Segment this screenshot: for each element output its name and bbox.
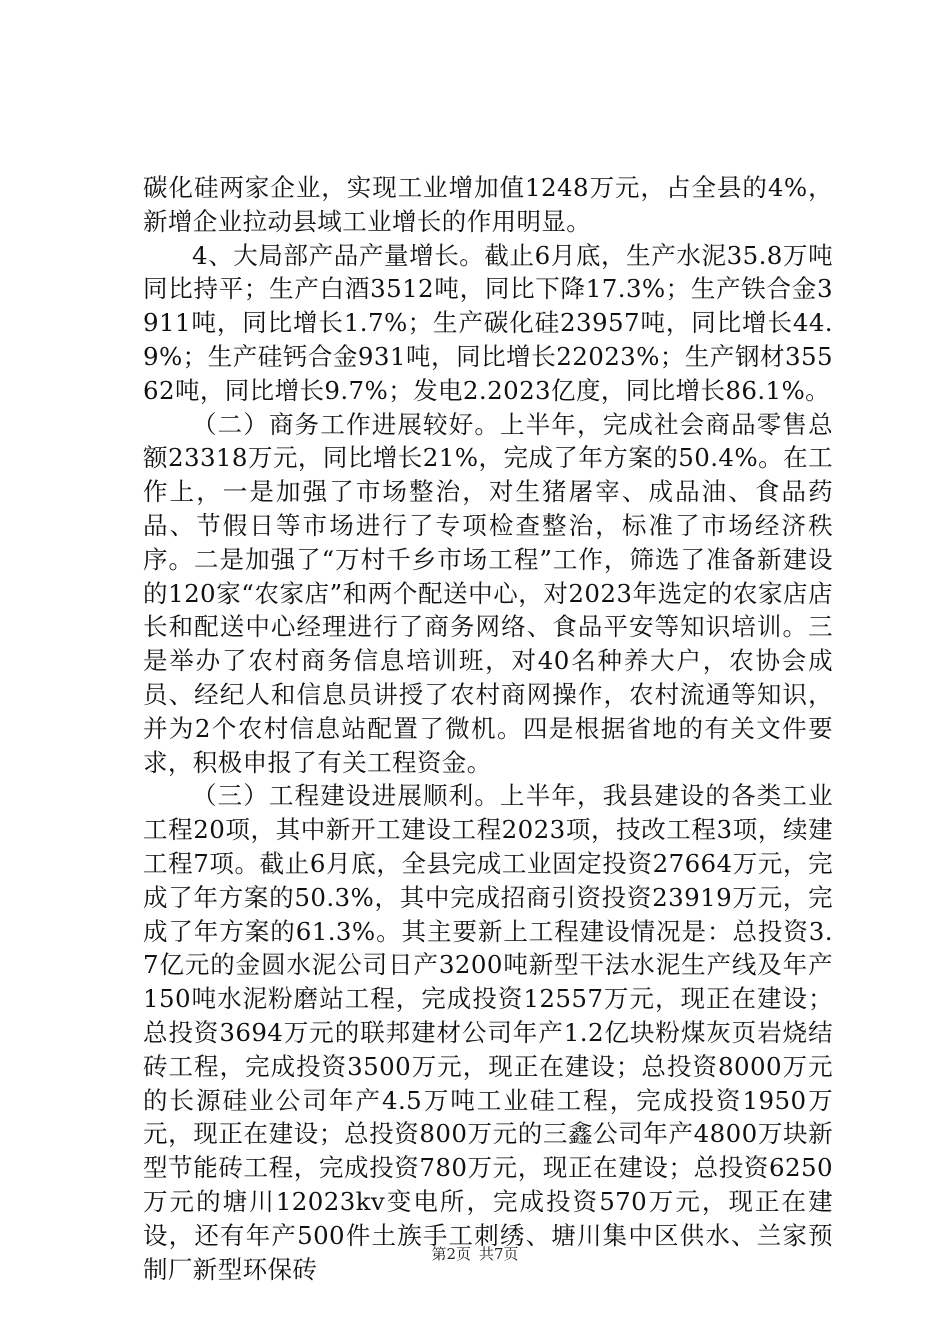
paragraph-projects: （三）工程建设进展顺利。上半年，我县建设的各类工业工程20项，其中新开工建设工程2023项，技改工程3项，续建工程7项。截止6月底，全县完成工业固定投资27664万元，完成了年方案的50.3%，其中完成招商引资投资23919万元，完成了年方案的61.3%。其主要新上工程建设情况是：总投资3.7亿元的金圆水泥公司日产3200吨新型干法水泥生产线及年产150吨水泥粉磨站工程，完成投资12557万元，现正在建设；总投资3694万元的联邦建材公司年产1.2亿块粉煤灰页岩烧结砖工程，完成投资3500万元，现正在建设；总投资8000万元的长源硅业公司年产4.5万吨工业硅工程，完成投资1950万元，现正在建设；总投资800万元的三鑫公司年产4800万块新型节能砖工程，完成投资780万元，现正在建设；总投资6250万元的塘川12023kv变电所，完成投资570万元，现正在建设，还有年产500件土族手工刺绣、塘川集中区供水、兰家预制厂新型环保砖: [143, 781, 833, 1284]
paragraph-continuation: 碳化硅两家企业，实现工业增加值1248万元，占全县的4%，新增企业拉动县域工业增长的作用明显。: [143, 173, 833, 236]
document-body: [143, 171, 833, 1286]
page-number: 第2页: [431, 1245, 471, 1263]
page-footer: [0, 1245, 950, 1263]
page-total: 共7页: [479, 1245, 519, 1263]
paragraph-major-products: 4、大局部产品产量增长。截止6月底，生产水泥35.8万吨同比持平；生产白酒3512吨，同比下降17.3%；生产铁合金3911吨，同比增长1.7%；生产碳化硅23957吨，同比增长44.9%；生产硅钙合金931吨，同比增长22023%；生产钢材35562吨，同比增长9.7%；发电2.2023亿度，同比增长86.1%。: [143, 240, 833, 405]
paragraph-commerce: （二）商务工作进展较好。上半年，完成社会商品零售总额23318万元，同比增长21%，完成了年方案的50.4%。在工作上，一是加强了市场整治，对生猪屠宰、成品油、食品药品、节假日等市场进行了专项检查整治，标准了市场经济秩序。二是加强了“万村千乡市场工程”工作，筛选了准备新建设的120家“农家店”和两个配送中心，对2023年选定的农家店店长和配送中心经理进行了商务网络、食品平安等知识培训。三是举办了农村商务信息培训班，对40名种养大户，农协会成员、经纪人和信息员讲授了农村商网操作，农村流通等知识，并为2个农村信息站配置了微机。四是根据省地的有关文件要求，积极申报了有关工程资金。: [143, 409, 833, 777]
